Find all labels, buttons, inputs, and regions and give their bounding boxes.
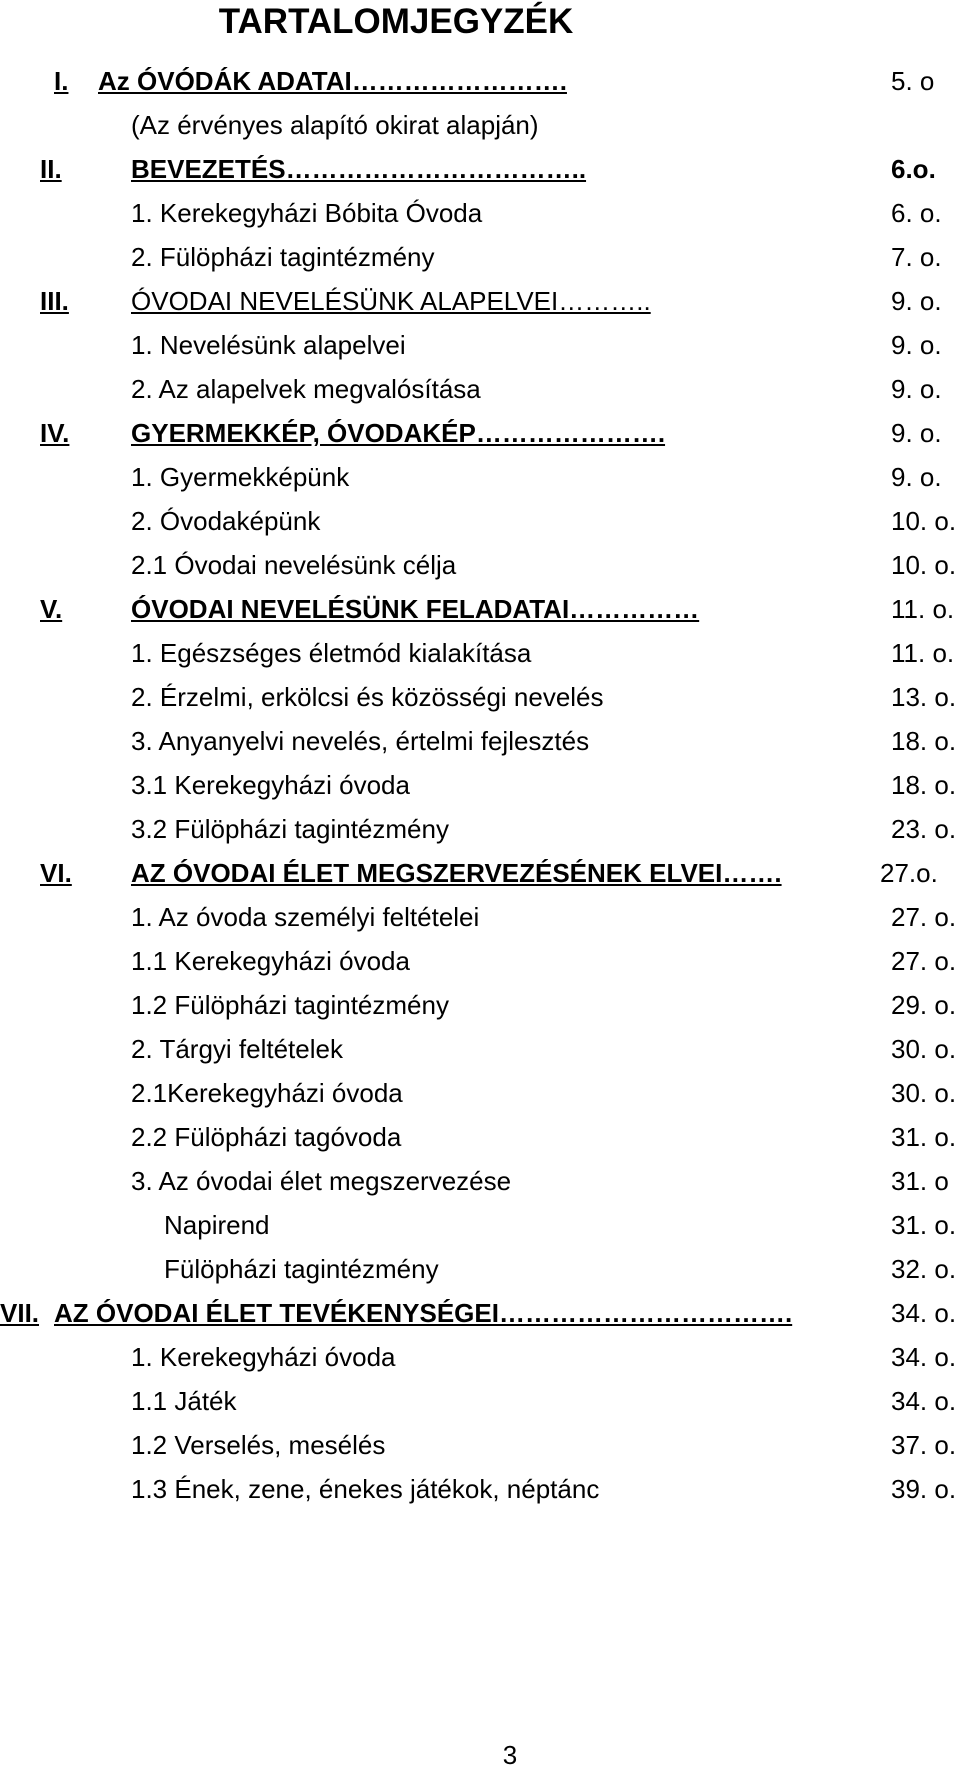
toc-row-sub [0, 1203, 960, 1247]
toc-sub-title: 1. Nevelésünk alapelvei [131, 330, 406, 360]
toc-sub-title: 2.2 Fülöpházi tagóvoda [131, 1122, 402, 1152]
toc-sub-title: 3. Az óvodai élet megszervezése [131, 1166, 512, 1196]
toc-row-section [0, 59, 960, 103]
toc-row-sub [0, 1247, 960, 1291]
toc-row-sub [0, 543, 960, 587]
toc-section-number: III. [40, 286, 69, 316]
toc-row-section [0, 1291, 960, 1335]
toc-page-ref: 39. o. [891, 1474, 957, 1504]
toc-sub-title: 1. Kerekegyházi óvoda [131, 1342, 396, 1372]
toc-row-sub [0, 895, 960, 939]
toc-row-sub [0, 1027, 960, 1071]
toc-page-ref: 11. o. [891, 594, 955, 624]
toc-page-ref: 27. o. [891, 946, 957, 976]
toc-sub-title: 2. Az alapelvek megvalósítása [131, 374, 481, 404]
toc-row-section [0, 851, 960, 895]
toc-page-ref: 31. o. [891, 1122, 957, 1152]
toc-section-title: AZ ÓVODAI ÉLET MEGSZERVEZÉSÉNEK ELVEI……. [131, 858, 782, 888]
toc-sub-title: 3.1 Kerekegyházi óvoda [131, 770, 410, 800]
toc-row-sub [0, 807, 960, 851]
toc-sub-title: 2. Érzelmi, erkölcsi és közösségi nevelés [131, 682, 604, 712]
toc-page-ref: 29. o. [891, 990, 957, 1020]
toc-row-sub [0, 499, 960, 543]
toc-sub-title: 2. Tárgyi feltételek [131, 1034, 343, 1064]
toc-section-title: AZ ÓVODAI ÉLET TEVÉKENYSÉGEI……………………………. [54, 1298, 793, 1328]
toc-page-ref: 23. o. [891, 814, 957, 844]
toc-page-ref: 9. o. [891, 374, 942, 404]
toc-page-ref: 18. o. [891, 770, 957, 800]
toc-sub-title: 1.1 Kerekegyházi óvoda [131, 946, 410, 976]
toc-page-ref: 31. o [891, 1166, 949, 1196]
toc-page-ref: 31. o. [891, 1210, 957, 1240]
toc-section-number: VII. [0, 1298, 40, 1328]
toc-section-number: II. [40, 154, 62, 184]
toc-sub-title: 2. Fülöpházi tagintézmény [131, 242, 435, 272]
toc-page-ref: 9. o. [891, 462, 942, 492]
toc-row-sub [0, 323, 960, 367]
toc-row-sub [0, 939, 960, 983]
toc-page-ref: 9. o. [891, 418, 942, 448]
toc-row-sub [0, 1423, 960, 1467]
toc-row-sub [0, 675, 960, 719]
toc-section-number: I. [54, 66, 69, 96]
toc-sub-title: 1. Az óvoda személyi feltételei [131, 902, 480, 932]
toc-sub-title: (Az érvényes alapító okirat alapján) [131, 110, 539, 140]
toc-row-section [0, 411, 960, 455]
toc-page-ref: 30. o. [891, 1034, 957, 1064]
toc-sub-title: 1.1 Játék [131, 1386, 237, 1416]
toc-sub-title: 1. Egészséges életmód kialakítása [131, 638, 532, 668]
toc-row-section [0, 147, 960, 191]
toc-row-sub [0, 1335, 960, 1379]
toc-row-sub [0, 455, 960, 499]
toc-sub-title: Napirend [164, 1210, 270, 1240]
toc-section-title: ÓVODAI NEVELÉSÜNK ALAPELVEI……….. [131, 286, 651, 316]
toc-page-ref: 9. o. [891, 286, 942, 316]
toc-section-number: V. [40, 594, 63, 624]
toc-page-ref: 9. o. [891, 330, 942, 360]
toc-sub-title: 3.2 Fülöpházi tagintézmény [131, 814, 449, 844]
toc-page-ref: 27. o. [891, 902, 957, 932]
toc-section-number: IV. [40, 418, 70, 448]
toc-row-sub [0, 719, 960, 763]
toc-row-section [0, 587, 960, 631]
toc-page-ref: 11. o. [891, 638, 955, 668]
toc-row-sub [0, 1071, 960, 1115]
toc-sub-title: 1.2 Fülöpházi tagintézmény [131, 990, 449, 1020]
toc-page-ref: 10. o. [891, 550, 957, 580]
toc-row-sub [0, 983, 960, 1027]
toc-row-sub [0, 763, 960, 807]
toc-page-ref: 13. o. [891, 682, 957, 712]
toc-page-ref: 34. o. [891, 1298, 957, 1328]
toc-page-ref: 18. o. [891, 726, 957, 756]
toc-row-sub [0, 631, 960, 675]
toc-section-title: GYERMEKKÉP, ÓVODAKÉP…………………. [131, 418, 666, 448]
toc-page-ref: 37. o. [891, 1430, 957, 1460]
toc-row-sub [0, 1467, 960, 1511]
toc-row-sub [0, 1159, 960, 1203]
toc-row-sub [0, 367, 960, 411]
toc-page-ref: 34. o. [891, 1342, 957, 1372]
toc-sub-title: 1.3 Ének, zene, énekes játékok, néptánc [131, 1474, 600, 1504]
toc-sub-title: 2. Óvodaképünk [131, 506, 321, 536]
toc-page-ref: 5. o [891, 66, 935, 96]
toc-page-ref: 30. o. [891, 1078, 957, 1108]
toc-section-title: BEVEZETÉS…………………………….. [131, 154, 587, 184]
toc-row-sub [0, 235, 960, 279]
toc-sub-title: Fülöpházi tagintézmény [164, 1254, 439, 1284]
toc-page-ref: 6.o. [891, 154, 936, 184]
toc-row-sub [0, 1379, 960, 1423]
toc-page-ref: 32. o. [891, 1254, 957, 1284]
toc-row-sub [0, 191, 960, 235]
toc-section-title: Az ÓVÓDÁK ADATAI……………………. [98, 66, 567, 96]
toc-sub-title: 3. Anyanyelvi nevelés, értelmi fejlesztés [131, 726, 590, 756]
toc-sub-title: 1. Kerekegyházi Bóbita Óvoda [131, 198, 483, 228]
toc-sub-title: 2.1Kerekegyházi óvoda [131, 1078, 403, 1108]
toc-row-sub [0, 1115, 960, 1159]
toc-sub-title: 1. Gyermekképünk [131, 462, 350, 492]
toc-page-ref: 10. o. [891, 506, 957, 536]
toc-sub-title: 2.1 Óvodai nevelésünk célja [131, 550, 457, 580]
toc-section-number: VI. [40, 858, 72, 888]
toc-page-ref: 34. o. [891, 1386, 957, 1416]
toc-sub-title: 1.2 Verselés, mesélés [131, 1430, 386, 1460]
toc-section-title: ÓVODAI NEVELÉSÜNK FELADATAI…………… [131, 594, 700, 624]
toc-row-sub [0, 103, 960, 147]
toc-row-section [0, 279, 960, 323]
toc-page-ref: 27.o. [880, 858, 938, 888]
document-title: TARTALOMJEGYZÉK [218, 2, 574, 41]
toc-page-ref: 7. o. [891, 242, 942, 272]
page-number: 3 [502, 1740, 518, 1770]
toc-page-ref: 6. o. [891, 198, 942, 228]
